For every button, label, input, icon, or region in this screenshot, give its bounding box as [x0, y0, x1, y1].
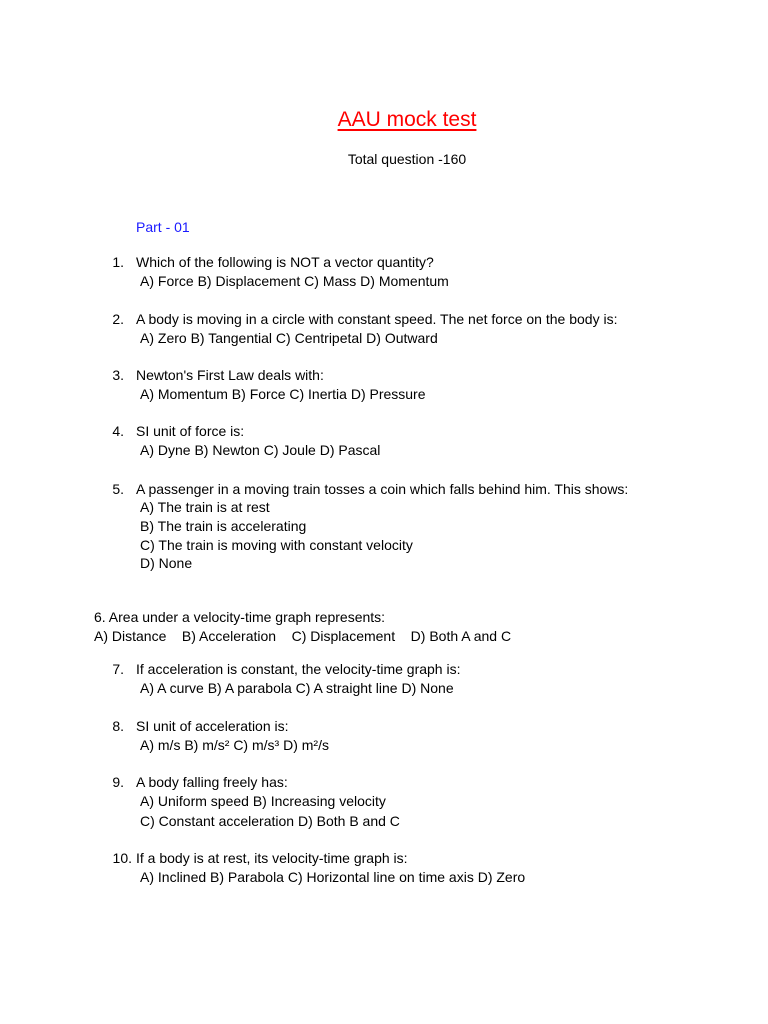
question-stem: Newton's First Law deals with:: [136, 367, 324, 383]
question-stem: SI unit of force is:: [136, 423, 245, 439]
document-subtitle: Total question -160: [347, 151, 467, 167]
question-option: B) The train is accelerating: [140, 518, 307, 534]
question-number: 9.: [112, 774, 124, 790]
question-options: A) Force B) Displacement C) Mass D) Momentum: [140, 273, 449, 289]
question-options: A) Zero B) Tangential C) Centripetal D) Outward: [140, 330, 438, 346]
question-stem: If acceleration is constant, the velocity-time graph is:: [136, 661, 461, 677]
question-options: A) Inclined B) Parabola C) Horizontal line on time axis D) Zero: [140, 869, 526, 885]
question-option: D) None: [140, 555, 193, 571]
question-stem: A body is moving in a circle with constant speed. The net force on the body is:: [136, 311, 618, 327]
question-stem: SI unit of acceleration is:: [136, 718, 289, 734]
question-number: 5.: [112, 481, 124, 497]
question-number: 7.: [112, 661, 124, 677]
question-option: C) The train is moving with constant velocity: [140, 537, 413, 553]
question-options: A) Momentum B) Force C) Inertia D) Pressure: [140, 386, 426, 402]
question-number: 3.: [112, 367, 124, 383]
question-option: A) The train is at rest: [140, 499, 270, 515]
question-options: A) Distance B) Acceleration C) Displacement D) Both A and C: [94, 628, 512, 644]
question-option: C) Constant acceleration D) Both B and C: [140, 813, 400, 829]
question-number: 8.: [112, 718, 124, 734]
question-stem: 6. Area under a velocity-time graph represents:: [94, 609, 386, 625]
question-stem: A body falling freely has:: [136, 774, 288, 790]
question-number: 4.: [112, 423, 124, 439]
question-stem: A passenger in a moving train tosses a coin which falls behind him. This shows:: [136, 481, 629, 497]
question-option: A) Uniform speed B) Increasing velocity: [140, 793, 386, 809]
question-options: A) m/s B) m/s² C) m/s³ D) m²/s: [140, 737, 329, 753]
question-stem: Which of the following is NOT a vector quantity?: [136, 254, 434, 270]
part-label: Part - 01: [136, 219, 190, 235]
question-options: A) Dyne B) Newton C) Joule D) Pascal: [140, 442, 381, 458]
question-number: 10.: [112, 850, 132, 866]
document-title: AAU mock test: [337, 108, 477, 131]
question-number: 1.: [112, 254, 124, 270]
question-number: 2.: [112, 311, 124, 327]
question-stem: If a body is at rest, its velocity-time graph is:: [136, 850, 408, 866]
question-options: A) A curve B) A parabola C) A straight line D) None: [140, 680, 454, 696]
